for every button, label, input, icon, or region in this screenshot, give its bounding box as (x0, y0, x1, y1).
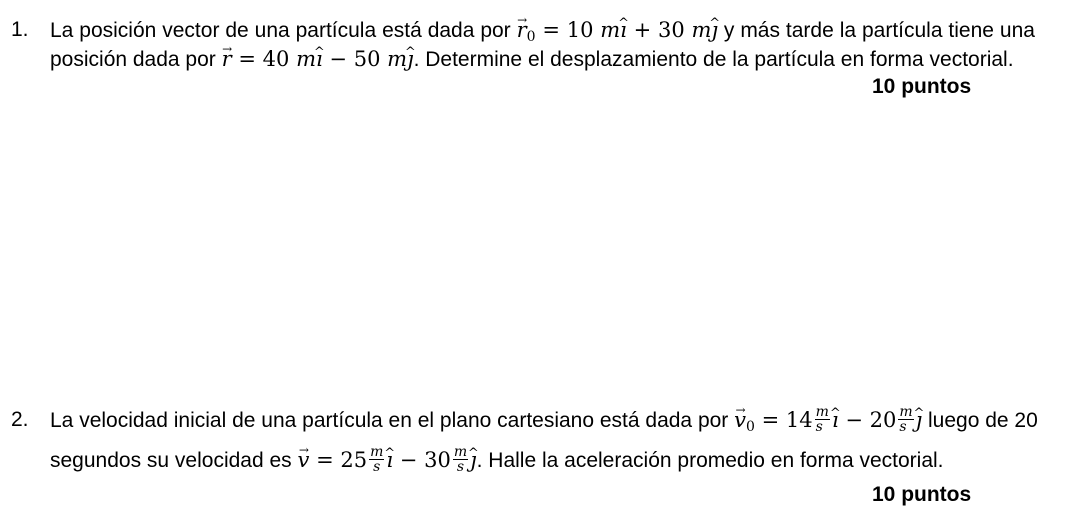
problem-2-final-velocity-equation: → v = 25 $\frac{m}{s}$ ^ ı − 30 $\frac{m}{s}$ ^ ȷ (298, 448, 477, 472)
j-hat-icon: ^ ȷ (470, 446, 477, 474)
i-hat-icon: ^ ı (620, 16, 627, 44)
problem-1-text-d: . Determine el desplazamiento de la partícula en forma vectorial. (413, 48, 1014, 71)
i-hat-icon: ^ ı (316, 45, 323, 73)
problem-1-number: 1. (11, 18, 29, 41)
v-vector-symbol: → v (298, 446, 310, 474)
problem-1-text-c: posición dada por (50, 48, 216, 71)
j-hat-icon: ^ ȷ (407, 45, 414, 73)
r-vector-symbol: → r (222, 45, 232, 73)
problem-2-initial-velocity-equation: → $v_0 = 14$ $\frac{m}{s}$ ^ ı − 20 $\frac{m}{s}$ ^ ȷ (734, 408, 922, 432)
v0-vector-symbol: → v (734, 406, 746, 434)
problem-2-number: 2. (11, 408, 29, 431)
problem-1-final-position-equation: → r = 40 m^ ı − 50 m^ ȷ (222, 47, 414, 71)
r0-vector-symbol: → r (517, 16, 527, 44)
r0-subscript: 0 (526, 29, 536, 45)
v0-subscript: 0 (746, 419, 755, 435)
i-hat-icon: ^ ı (832, 406, 839, 434)
i-hat-icon: ^ ı (386, 446, 393, 474)
problem-1-points: 10 puntos (872, 75, 972, 98)
unit-fraction: $\frac{m}{s}$ (899, 404, 913, 435)
problem-2-text-d: . Halle la aceleración promedio en forma vectorial. (476, 449, 944, 472)
problem-1-initial-position-equation: → $r_0 = 10$ m^ ı + 30 m^ ȷ (517, 18, 718, 42)
problem-2-line-2 (50, 446, 1035, 476)
unit-fraction: $\frac{m}{s}$ (370, 444, 384, 475)
unit-fraction: $\frac{m}{s}$ (453, 444, 468, 475)
problem-2-points: 10 puntos (872, 483, 972, 506)
problem-2-line-1 (50, 404, 1038, 436)
problem-1-text-b: y más tarde la partícula tiene una (723, 19, 1035, 42)
problem-1-text-a: La posición vector de una partícula está dada por (50, 19, 511, 42)
j-hat-icon: ^ ȷ (711, 16, 718, 44)
problem-2-text-b: luego de 20 (928, 409, 1038, 432)
problem-1-line-1 (50, 16, 1035, 46)
problem-2-text-c: segundos su velocidad es (50, 449, 292, 472)
problem-1-line-2 (50, 45, 1035, 75)
j-hat-icon: ^ ȷ (916, 406, 923, 434)
problem-2-text-a: La velocidad inicial de una partícula en el plano cartesiano está dada por (50, 409, 729, 432)
unit-fraction: $\frac{m}{s}$ (815, 404, 829, 435)
